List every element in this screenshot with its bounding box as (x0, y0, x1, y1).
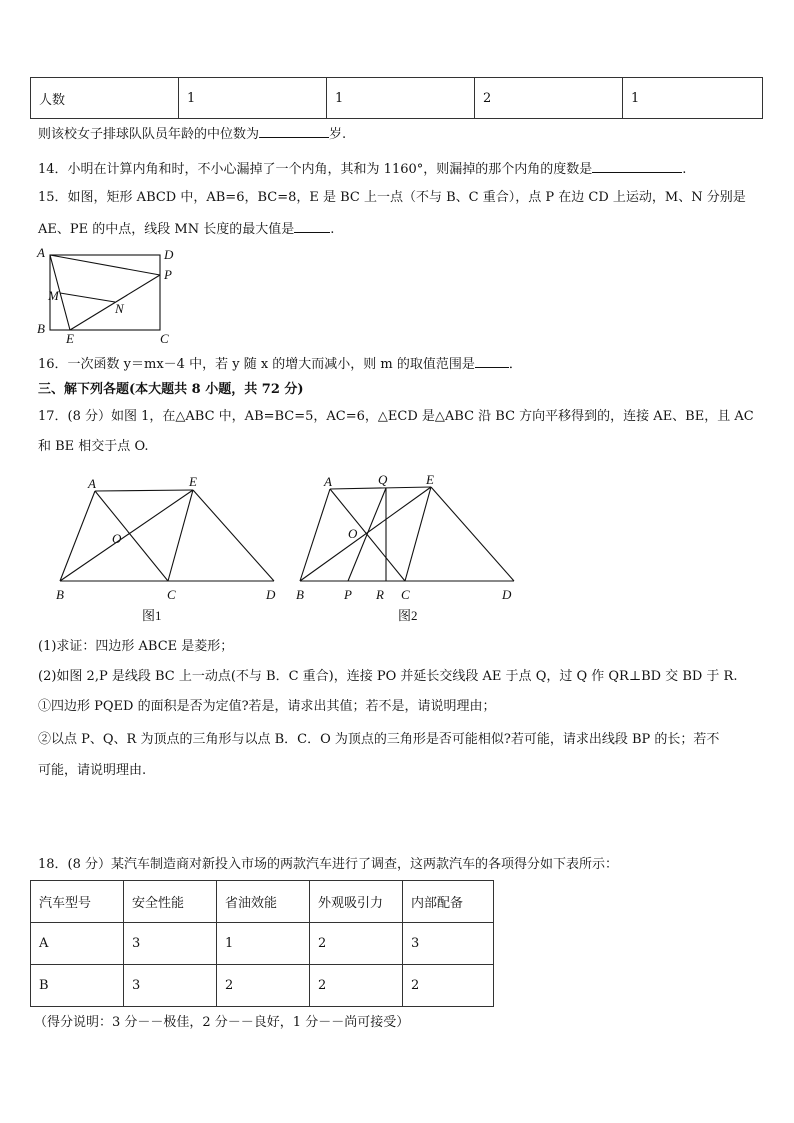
label-D: D (266, 587, 276, 602)
label-E: E (189, 474, 197, 489)
figure-2 (290, 470, 530, 630)
question-17-line2: 和 BE 相交于点 O. (38, 439, 149, 454)
figure-1-caption: 图1 (142, 608, 162, 623)
question-17-part-2: (2)如图 2,P 是线段 BC 上一动点(不与 B．C 重合)，连接 PO 并延长交线段 AE 于点 Q，过 Q 作 QR⊥BD 交 BD 于 R. (38, 669, 738, 684)
header-cell: 汽车型号 (31, 881, 124, 923)
car-score-table (30, 880, 494, 1007)
header-cell: 外观吸引力 (310, 881, 403, 923)
label-P: P (344, 587, 352, 602)
label-D: D (164, 247, 174, 262)
rectangle-figure (30, 245, 190, 345)
table-cell-label: 人数 (31, 78, 179, 119)
table-cell: 1 (217, 923, 310, 965)
label-A: A (324, 474, 332, 489)
figure-2-caption: 图2 (398, 608, 418, 623)
answer-blank (592, 160, 682, 173)
header-cell: 安全性能 (124, 881, 217, 923)
q14-end: . (682, 162, 687, 177)
age-count-table (30, 77, 763, 119)
label-C: C (167, 587, 176, 602)
table-cell: 1 (623, 78, 763, 119)
table-header-row (31, 881, 494, 923)
label-B: B (296, 587, 304, 602)
table-cell: 2 (217, 965, 310, 1007)
question-18-intro: 18．(8 分）某汽车制造商对新投入市场的两款汽车进行了调查，这两款汽车的各项得分如下表所示： (38, 857, 619, 872)
label-P: P (164, 267, 172, 282)
question-17-part-2b-line1: ②以点 P、Q、R 为顶点的三角形与以点 B．C．O 为顶点的三角形是否可能相似?若可能，请求出线段 BP 的长；若不 (38, 732, 720, 747)
question-17-part-2b-line2: 可能，请说明理由. (38, 763, 147, 778)
table-cell: 2 (310, 965, 403, 1007)
table-cell: 3 (124, 923, 217, 965)
q13-tail (38, 125, 346, 144)
q15-end: . (330, 222, 335, 237)
header-cell: 省油效能 (217, 881, 310, 923)
label-Q: Q (378, 472, 388, 487)
question-17-part-1: (1)求证：四边形 ABCE 是菱形； (38, 639, 234, 654)
answer-blank (294, 220, 330, 233)
label-N: N (115, 301, 124, 316)
q13-text: 则该校女子排球队队员年龄的中位数为 (38, 127, 260, 142)
label-O: O (348, 526, 358, 541)
score-note: （得分说明：3 分－－极佳，2 分－－良好，1 分－－尚可接受） (34, 1015, 410, 1030)
label-E: E (66, 331, 74, 345)
q13-unit: 岁. (329, 127, 347, 142)
figure-1 (50, 470, 290, 630)
q16-text: 16．一次函数 y＝mx－4 中，若 y 随 x 的增大而减小，则 m 的取值范围是 (38, 357, 475, 372)
table-row (31, 923, 494, 965)
label-D: D (502, 587, 512, 602)
question-15-line1: 15．如图，矩形 ABCD 中，AB=6，BC=8，E 是 BC 上一点（不与 B、C 重合），点 P 在边 CD 上运动，M、N 分别是 (38, 190, 746, 205)
label-A: A (37, 245, 45, 260)
q16-end: ． (508, 357, 522, 372)
question-16 (38, 355, 522, 374)
table-cell: A (31, 923, 124, 965)
answer-blank (475, 355, 509, 368)
table-cell: 2 (310, 923, 403, 965)
table-cell: 3 (124, 965, 217, 1007)
table-cell: 3 (403, 923, 494, 965)
q15-text: AE、PE 的中点，线段 MN 长度的最大值是 (38, 222, 295, 237)
question-14 (38, 160, 686, 179)
table-row (31, 965, 494, 1007)
label-B: B (56, 587, 64, 602)
answer-blank (259, 125, 329, 138)
label-M: M (48, 288, 59, 303)
label-R: R (376, 587, 384, 602)
label-A: A (88, 476, 96, 491)
label-E: E (426, 472, 434, 487)
q14-text: 14．小明在计算内角和时，不小心漏掉了一个内角，其和为 1160°，则漏掉的那个内角的度数是 (38, 162, 593, 177)
header-cell: 内部配备 (403, 881, 494, 923)
question-17-line1: 17．(8 分）如图 1，在△ABC 中，AB=BC=5，AC=6，△ECD 是△ABC 沿 BC 方向平移得到的，连接 AE、BE，且 AC (38, 409, 754, 424)
table-cell: B (31, 965, 124, 1007)
table-cell: 1 (327, 78, 475, 119)
label-B: B (37, 321, 45, 336)
label-O: O (112, 531, 122, 546)
section-3-heading: 三、解下列各题(本大题共 8 小题，共 72 分) (38, 382, 304, 397)
table-cell: 1 (179, 78, 327, 119)
table-cell: 2 (475, 78, 623, 119)
table-cell: 2 (403, 965, 494, 1007)
question-15-line2 (38, 220, 334, 239)
question-17-part-2a: ①四边形 PQED 的面积是否为定值?若是，请求出其值；若不是，请说明理由； (38, 699, 496, 714)
table-row (31, 78, 763, 119)
label-C: C (160, 331, 169, 345)
label-C: C (401, 587, 410, 602)
